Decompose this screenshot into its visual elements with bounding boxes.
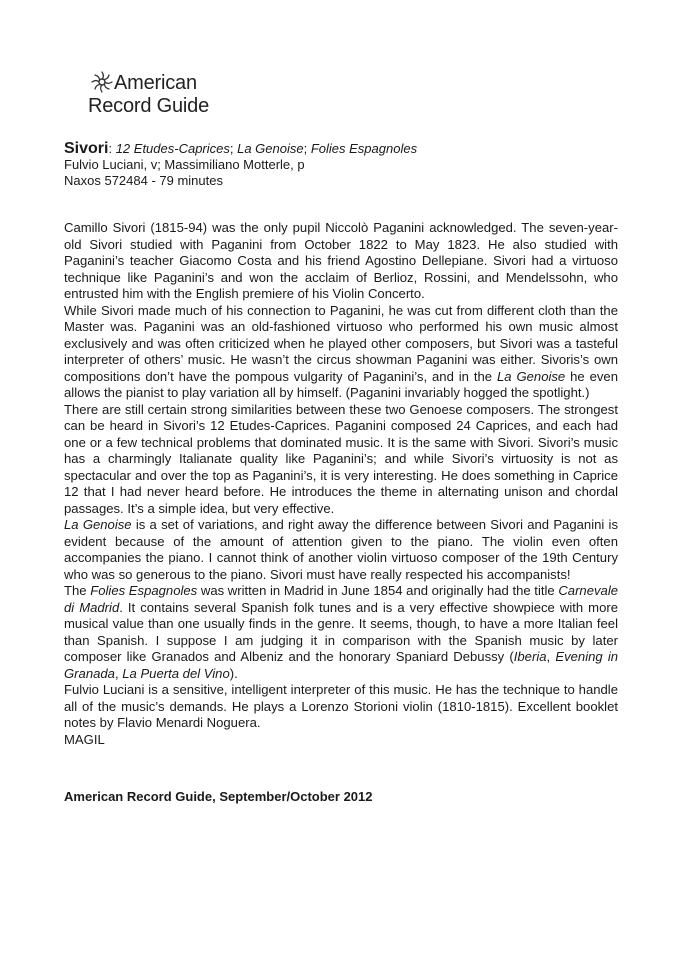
work-separator-2: ;: [303, 141, 311, 156]
paragraph-5-italic-1: Folies Espagnoles: [90, 583, 198, 598]
logo-text-line1: American: [114, 72, 197, 94]
paragraph-5-italic-4: Evening in Granada: [64, 649, 619, 681]
publication-logo: [86, 68, 236, 122]
paragraph-5-text-a: The: [64, 583, 91, 598]
logo-text-line2: Record Guide: [88, 95, 209, 117]
review-body: [64, 220, 618, 748]
paragraph-5-text-d: ,: [546, 649, 556, 664]
work-separator-1: ;: [229, 141, 238, 156]
paragraph-6: Fulvio Luciani is a sensitive, intelligent interpreter of this music. He has the technique to handle all of the music’s demands. He plays a Lorenzo Storioni violin (1810-1815). Excellent booklet notes by Flavio Menardi Noguera.: [64, 682, 618, 730]
paragraph-4-italic: La Genoise: [64, 517, 132, 532]
paragraph-5-text-b: was written in Madrid in June 1854 and originally had the title: [197, 583, 559, 598]
paragraph-4-text: is a set of variations, and right away the difference between Sivori and Paganini is evident because of the amount of attention given to the piano. The violin even often accompanies the piano. I cannot think of another violin virtuoso composer of the 19th Century who was so generous to the piano. Sivori must have really respected his accompanists!: [64, 517, 618, 582]
paragraph-4: [64, 517, 618, 583]
work-title-2: La Genoise: [237, 141, 304, 156]
paragraph-2-text-a: While Sivori made much of his connection to Paganini, he was cut from different cloth than the Master was. Paganini was an old-fashioned virtuoso who performed his own music almost exclusively and was often criticized when he played other composers, but Sivori was a tasteful interpreter of others’ music. He wasn’t the circus showman Paganini was either. Sivoris’s own compositions don’t have the pompous vulgarity of Paganini’s, and in the: [64, 302, 618, 384]
review-title: [64, 141, 624, 157]
paragraph-2: [64, 303, 618, 402]
paragraph-5-text-c: . It contains several Spanish folk tunes and is a very effective showpiece with more musical value than one usually finds in the genre. It seems, though, to have a more Italian feel than Spanish. I suppose I am judging it in comparison with the Spanish music by later composer like Granados and Albeniz and the honorary Spaniard Debussy (: [64, 599, 618, 664]
source-citation: American Record Guide, September/October 2012: [64, 789, 373, 804]
paragraph-1: Camillo Sivori (1815-94) was the only pupil Niccolò Paganini acknowledged. The seven-year-old Sivori studied with Paganini from October 1822 to May 1823. He also studied with Paganini’s teacher Giacomo Costa and his friend Agostino Dellepiane. Sivori had a virtuoso technique like Paganini’s and won the acclaim of Berlioz, Rossini, and Mendelssohn, who entrusted him with the English premiere of his Violin Concerto.: [64, 220, 618, 301]
paragraph-5-text-e: ,: [114, 665, 123, 681]
performers-line: Fulvio Luciani, v; Massimiliano Motterle, p: [64, 157, 305, 172]
paragraph-3: There are still certain strong similarities between these two Genoese composers. The strongest can be heard in Sivori’s 12 Etudes-Caprices. Paganini composed 24 Caprices, and each had one or a few technical problems that dominated music. It is the same with Sivori. Sivori’s music has a charmingly Italianate quality like Paganini’s; and while Sivori’s virtuosity is not as spectacular and over the top as Paganini’s, it is very interesting. He does something in Caprice 12 that I had never heard before. He introduces the theme in alternating unison and chordal passages. It’s a simple idea, but very effective.: [64, 401, 618, 516]
composer-name: Sivori: [64, 140, 109, 157]
paragraph-5-italic-2: Carnevale di Madrid: [64, 583, 619, 615]
paragraph-5-italic-5: La Puerta del Vino: [122, 665, 230, 681]
ornamental-swirl-icon: [90, 70, 114, 94]
paragraph-2-text-b: he even allows the pianist to play variation all by himself. (Paganini invariably hogged the spotlight.): [64, 368, 618, 400]
paragraph-5-italic-3: Iberia: [513, 649, 547, 664]
title-separator: :: [108, 141, 116, 156]
catalog-line: Naxos 572484 - 79 minutes: [64, 173, 223, 188]
review-header: [64, 141, 624, 189]
paragraph-2-italic: La Genoise: [496, 368, 566, 384]
reviewer-signature: MAGIL: [64, 731, 105, 747]
work-title-1: 12 Etudes-Caprices: [115, 141, 230, 156]
work-title-3: Folies Espagnoles: [310, 141, 418, 156]
paragraph-5: [64, 583, 618, 682]
paragraph-5-text-f: ).: [229, 665, 238, 681]
